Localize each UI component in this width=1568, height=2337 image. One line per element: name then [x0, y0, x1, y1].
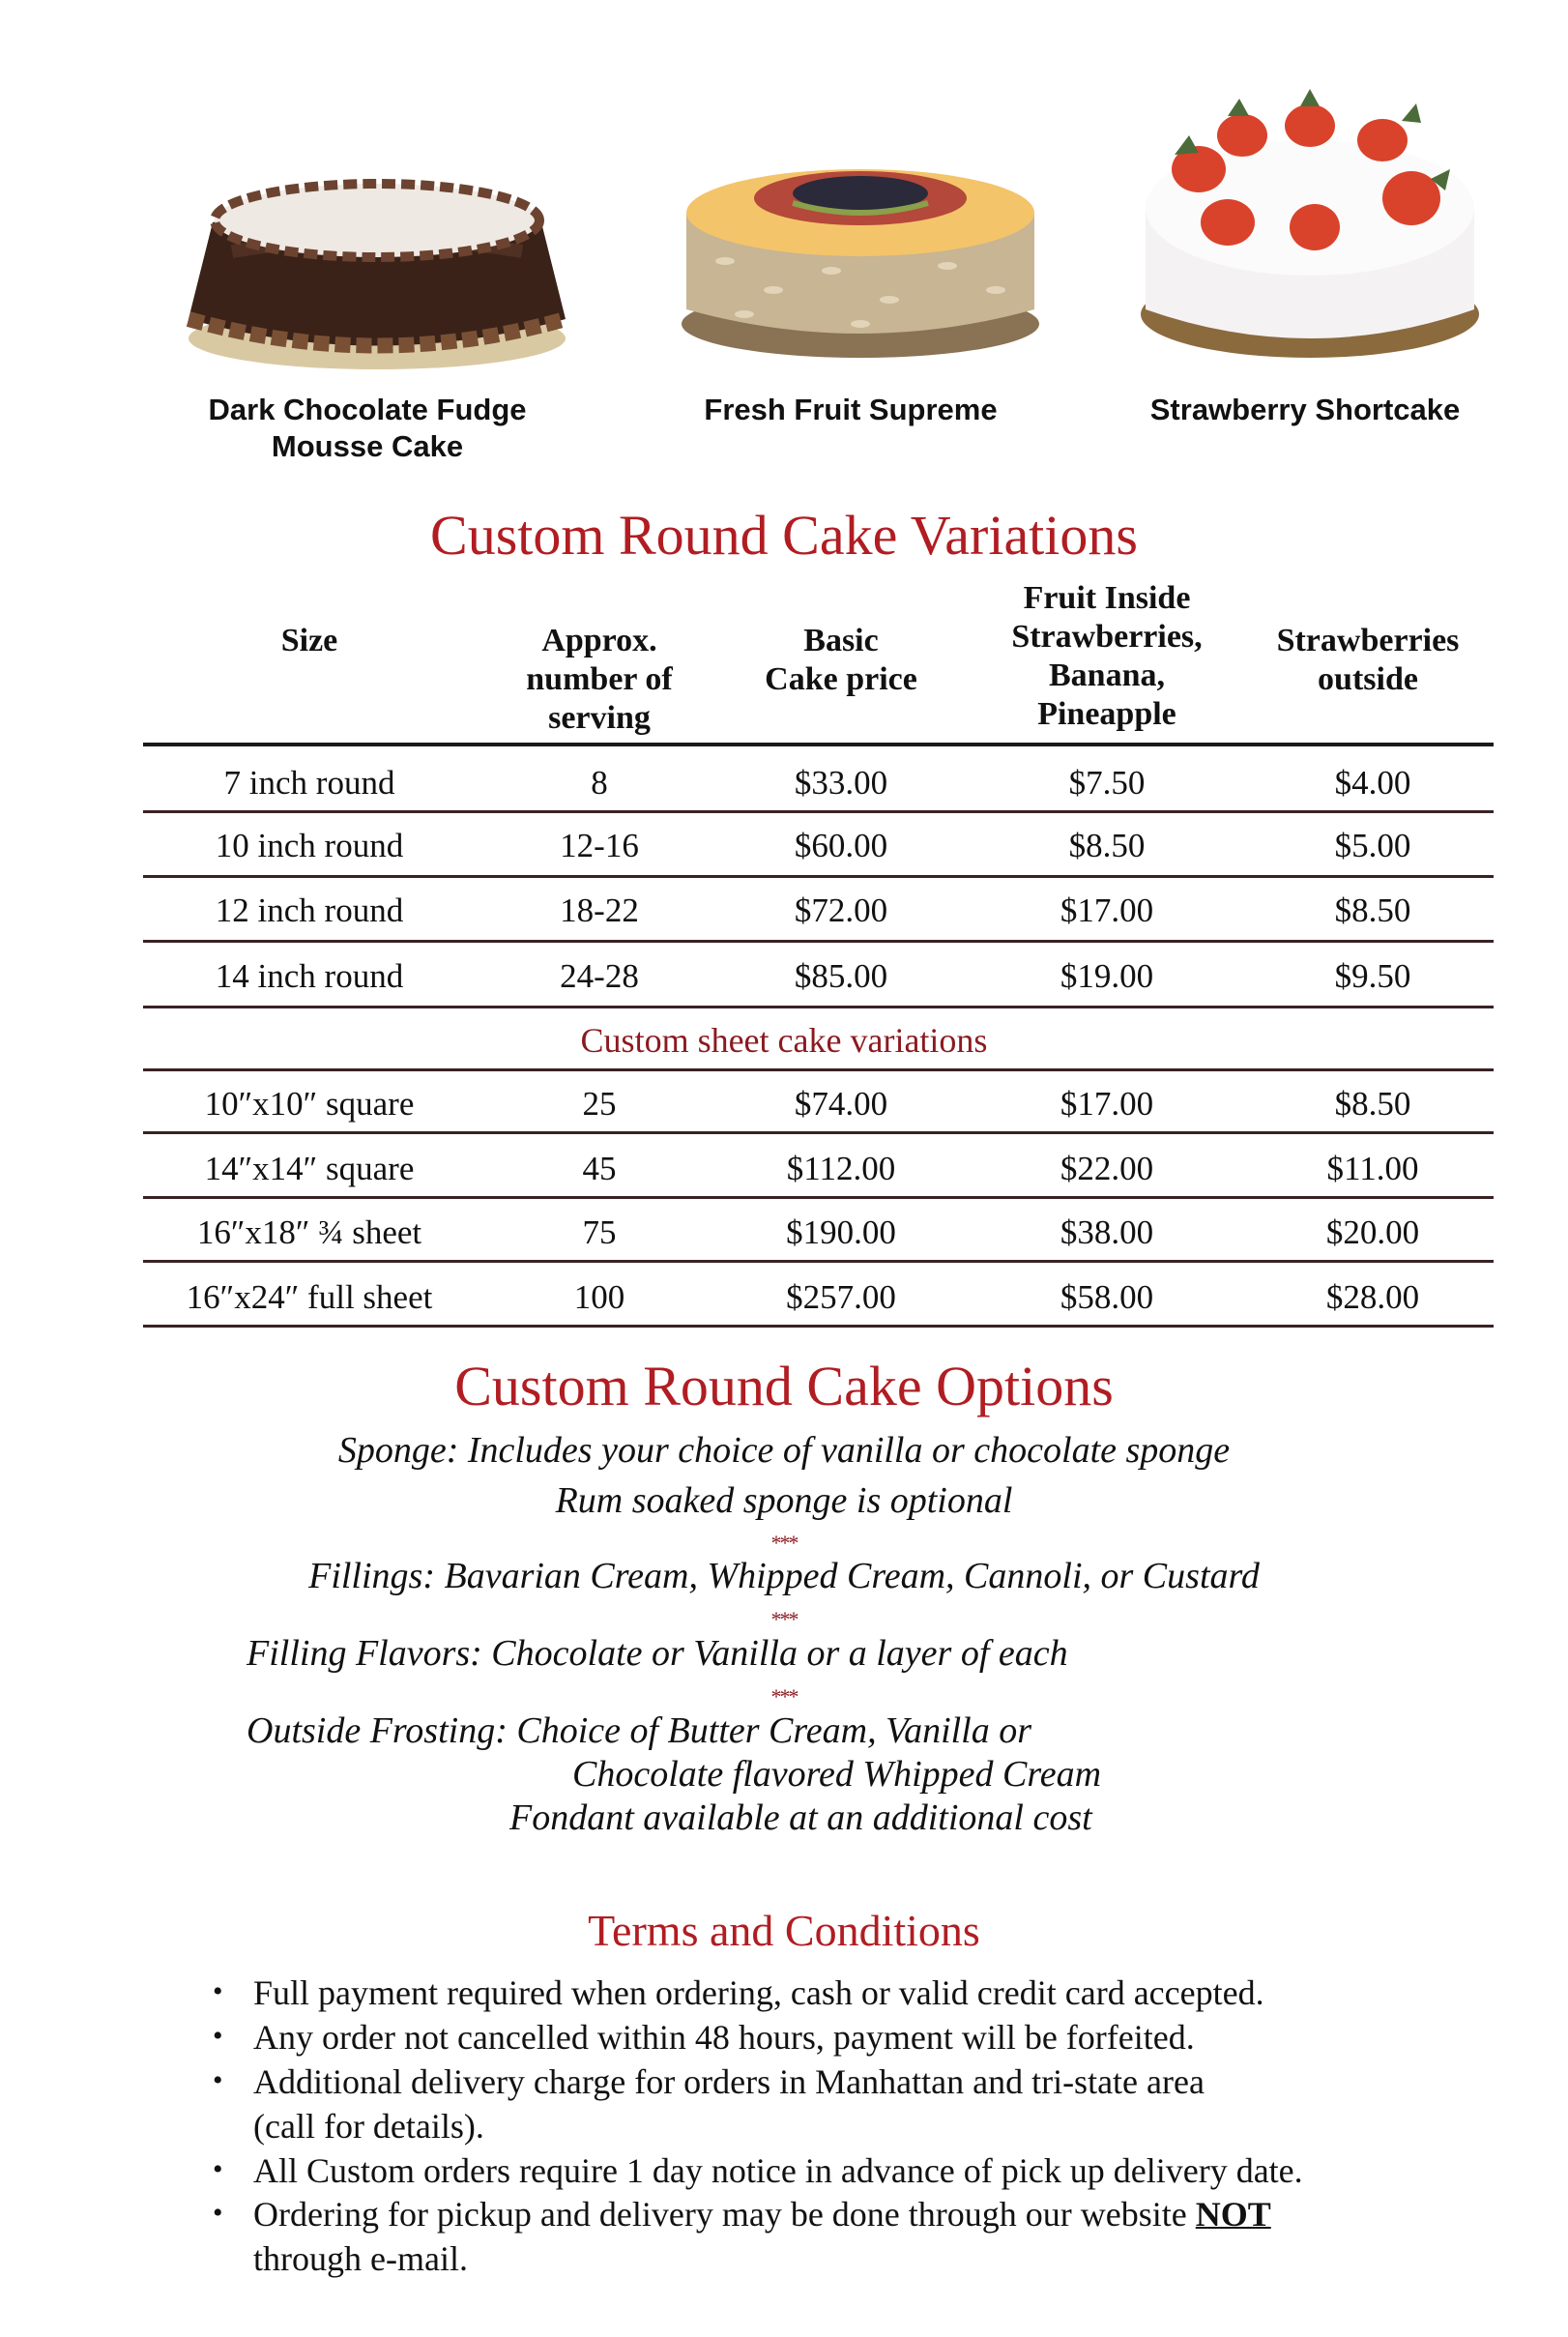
header-line: Banana, — [1049, 657, 1165, 693]
row-divider — [143, 1131, 1494, 1134]
term-item-continued: through e-mail. — [253, 2239, 468, 2278]
separator: *** — [770, 1607, 798, 1631]
cell-basic-price: $60.00 — [794, 827, 888, 864]
cake-name: Strawberry Shortcake — [1149, 393, 1461, 426]
header-line: Strawberries, — [1011, 619, 1203, 655]
header-size — [213, 622, 406, 660]
term-text: Ordering for pickup and delivery may be done through our website — [253, 2195, 1196, 2234]
row-divider — [143, 810, 1494, 813]
header-serving — [493, 622, 706, 738]
cell-size: 7 inch round — [223, 764, 395, 802]
cake-label-strawberry — [1112, 392, 1498, 428]
cell-size: 14″x14″ square — [204, 1150, 415, 1187]
cell-fruit-inside: $17.00 — [1060, 891, 1154, 929]
header-line: Basic — [803, 623, 879, 658]
cell-size: 10 inch round — [215, 827, 404, 864]
cell-serving: 25 — [582, 1085, 617, 1123]
cell-strawberries-outside: $8.50 — [1334, 1085, 1411, 1123]
cell-fruit-inside: $22.00 — [1060, 1150, 1154, 1187]
separator: *** — [770, 1684, 798, 1709]
bullet-icon: • — [213, 1975, 223, 2007]
cake-label-chocolate — [174, 392, 561, 465]
cell-basic-price: $85.00 — [794, 957, 888, 995]
row-divider — [143, 1196, 1494, 1199]
option-frosting-3: Fondant available at an additional cost — [509, 1797, 1092, 1838]
bullet-icon: • — [213, 2064, 223, 2096]
row-divider — [143, 1260, 1494, 1263]
header-fruit — [981, 579, 1233, 734]
fruit-cake-photo — [667, 145, 1054, 367]
header-basic — [735, 622, 947, 699]
cake-name: Fresh Fruit Supreme — [704, 393, 998, 426]
separator: *** — [770, 1531, 798, 1555]
header-line: Cake price — [765, 661, 917, 697]
cell-serving: 8 — [591, 764, 608, 802]
bullet-icon: • — [213, 2020, 223, 2052]
row-divider — [143, 875, 1494, 878]
header-rule — [143, 743, 1494, 746]
header-strawberries-outside — [1252, 622, 1484, 699]
cell-strawberries-outside: $5.00 — [1334, 827, 1411, 864]
header-line: Approx. — [541, 623, 657, 658]
strawberry-cake-photo — [1121, 82, 1489, 372]
term-item-continued: (call for details). — [253, 2107, 484, 2146]
cell-size: 12 inch round — [215, 891, 404, 929]
cell-size: 16″x24″ full sheet — [186, 1278, 433, 1316]
cell-serving: 12-16 — [560, 827, 639, 864]
row-divider — [143, 1325, 1494, 1328]
cell-fruit-inside: $8.50 — [1068, 827, 1146, 864]
cell-fruit-inside: $58.00 — [1060, 1278, 1154, 1316]
cell-basic-price: $112.00 — [786, 1150, 896, 1187]
cell-strawberries-outside: $11.00 — [1326, 1150, 1419, 1187]
cell-fruit-inside: $17.00 — [1060, 1085, 1154, 1123]
cake-label-fruit — [667, 392, 1034, 428]
terms-title: Terms and Conditions — [588, 1906, 980, 1955]
cell-strawberries-outside: $28.00 — [1325, 1278, 1420, 1316]
option-fillings: Fillings: Bavarian Cream, Whipped Cream, Cannoli, or Custard — [308, 1556, 1260, 1596]
bullet-icon: • — [213, 2197, 223, 2229]
sheet-subtitle: Custom sheet cake variations — [580, 1021, 988, 1060]
term-item — [253, 2194, 1271, 2235]
chocolate-cake-photo — [145, 145, 599, 377]
cell-fruit-inside: $7.50 — [1068, 764, 1146, 802]
header-line: outside — [1318, 661, 1418, 697]
term-item: Any order not cancelled within 48 hours, payment will be forfeited. — [253, 2018, 1195, 2057]
options-title: Custom Round Cake Options — [454, 1355, 1114, 1417]
option-flavors: Filling Flavors: Chocolate or Vanilla or a layer of each — [247, 1633, 1068, 1674]
option-sponge: Sponge: Includes your choice of vanilla or chocolate sponge — [337, 1430, 1231, 1471]
cell-strawberries-outside: $4.00 — [1334, 764, 1411, 802]
row-divider — [143, 1068, 1494, 1071]
option-rum: Rum soaked sponge is optional — [555, 1480, 1013, 1521]
cell-serving: 75 — [582, 1213, 617, 1251]
cell-size: 16″x18″ ¾ sheet — [196, 1213, 422, 1251]
cell-strawberries-outside: $8.50 — [1334, 891, 1411, 929]
option-frosting-2: Chocolate flavored Whipped Cream — [572, 1754, 1102, 1795]
bullet-icon: • — [213, 2153, 223, 2185]
cell-basic-price: $257.00 — [786, 1278, 896, 1316]
row-divider — [143, 1006, 1494, 1008]
cell-strawberries-outside: $9.50 — [1334, 957, 1411, 995]
cake-name-line2: Mousse Cake — [271, 429, 464, 463]
cell-serving: 45 — [582, 1150, 617, 1187]
cell-serving: 100 — [573, 1278, 625, 1316]
term-item: Additional delivery charge for orders in Manhattan and tri-state area — [253, 2062, 1205, 2101]
option-frosting-1: Outside Frosting: Choice of Butter Cream, Vanilla or — [247, 1710, 1032, 1751]
cell-size: 10″x10″ square — [204, 1085, 415, 1123]
cell-size: 14 inch round — [215, 957, 404, 995]
cell-basic-price: $72.00 — [794, 891, 888, 929]
term-emphasis: NOT — [1195, 2195, 1271, 2234]
header-size-text: Size — [280, 623, 338, 658]
cell-fruit-inside: $19.00 — [1060, 957, 1154, 995]
cake-name-line1: Dark Chocolate Fudge — [208, 393, 527, 426]
cell-strawberries-outside: $20.00 — [1325, 1213, 1420, 1251]
cell-fruit-inside: $38.00 — [1060, 1213, 1154, 1251]
cell-basic-price: $74.00 — [794, 1085, 888, 1123]
header-line: number of — [526, 661, 673, 697]
variations-title: Custom Round Cake Variations — [430, 504, 1138, 567]
row-divider — [143, 940, 1494, 943]
cell-serving: 24-28 — [560, 957, 639, 995]
term-item: Full payment required when ordering, cash or valid credit card accepted. — [253, 1973, 1264, 2012]
term-item: All Custom orders require 1 day notice in advance of pick up delivery date. — [253, 2151, 1303, 2190]
cell-serving: 18-22 — [560, 891, 639, 929]
header-line: Pineapple — [1037, 696, 1176, 732]
cell-basic-price: $33.00 — [794, 764, 888, 802]
cell-basic-price: $190.00 — [786, 1213, 896, 1251]
header-line: Strawberries — [1276, 623, 1460, 658]
header-line: serving — [548, 700, 651, 736]
header-line: Fruit Inside — [1023, 580, 1191, 616]
